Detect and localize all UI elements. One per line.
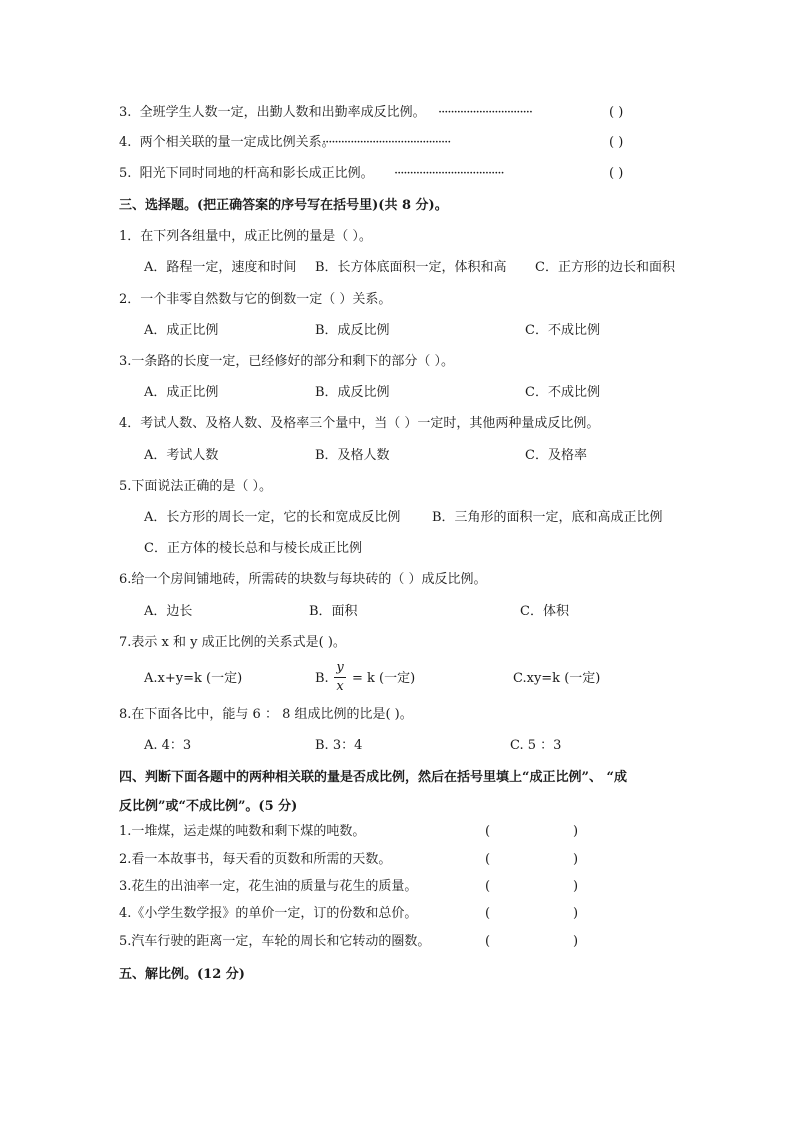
q2-option-a: A．成正比例 bbox=[144, 323, 219, 338]
classify-item-2-paren-right: ) bbox=[573, 852, 579, 867]
q3-stem: 3.一条路的长度一定，已经修好的部分和剩下的部分（ ）。 bbox=[119, 354, 455, 369]
judge-item-4-dots: ········································· bbox=[322, 135, 451, 150]
q1-option-b: B．长方体底面积一定，体积和高 bbox=[315, 260, 507, 275]
judge-item-4-answer: ( ) bbox=[609, 135, 624, 150]
judge-item-5-answer: ( ) bbox=[609, 166, 624, 181]
q7-option-b-prefix: B. bbox=[315, 671, 329, 686]
classify-item-2-paren-left: ( bbox=[485, 852, 491, 867]
judge-item-3-dots: ······························ bbox=[438, 105, 532, 120]
q5-stem: 5.下面说法正确的是（ ）。 bbox=[119, 479, 273, 494]
classify-item-5: 5.汽车行驶的距离一定，车轮的周长和它转动的圈数。 bbox=[119, 934, 431, 949]
classify-item-2: 2.看一本故事书，每天看的页数和所需的天数。 bbox=[119, 852, 392, 867]
judge-item-4: 4. 两个相关联的量一定成比例关系。 bbox=[119, 135, 335, 150]
classify-item-5-paren-left: ( bbox=[485, 934, 491, 949]
q7-fraction-bar bbox=[334, 677, 346, 678]
judge-item-5: 5. 阳光下同时同地的杆高和影长成正比例。 bbox=[119, 166, 374, 181]
q4-option-c: C．及格率 bbox=[525, 448, 587, 463]
q5-option-b: B．三角形的面积一定，底和高成正比例 bbox=[432, 510, 663, 525]
q6-stem: 6.给一个房间铺地砖，所需砖的块数与每块砖的（ ）成反比例。 bbox=[119, 572, 487, 587]
q3-option-a: A．成正比例 bbox=[144, 385, 219, 400]
classify-item-4-paren-left: ( bbox=[485, 906, 491, 921]
classify-item-1: 1.一堆煤，运走煤的吨数和剩下煤的吨数。 bbox=[119, 824, 366, 839]
judge-item-3: 3. 全班学生人数一定，出勤人数和出勤率成反比例。 bbox=[119, 105, 426, 120]
section5-heading: 五、解比例。(12 分) bbox=[119, 967, 245, 982]
q2-option-c: C．不成比例 bbox=[525, 323, 600, 338]
q7-option-b-suffix: = k (一定) bbox=[352, 671, 416, 686]
q7-fraction-denominator: x bbox=[336, 679, 344, 694]
section4-heading-line2: 反比例”或“不成比例”。(5 分) bbox=[119, 799, 298, 814]
q8-option-a: A. 4：3 bbox=[144, 738, 192, 753]
q5-option-c: C．正方体的棱长总和与棱长成正比例 bbox=[144, 541, 362, 556]
q3-option-b: B．成反比例 bbox=[315, 385, 390, 400]
q6-option-b: B．面积 bbox=[309, 604, 358, 619]
classify-item-3-paren-left: ( bbox=[485, 879, 491, 894]
classify-item-1-paren-right: ) bbox=[573, 824, 579, 839]
q6-option-a: A．边长 bbox=[144, 604, 193, 619]
classify-item-4-paren-right: ) bbox=[573, 906, 579, 921]
q8-option-c: C. 5 ：3 bbox=[510, 738, 562, 753]
section3-heading: 三、选择题。(把正确答案的序号写在括号里)(共 8 分)。 bbox=[119, 198, 448, 213]
judge-item-5-dots: ··································· bbox=[394, 166, 504, 181]
q1-option-c: C．正方形的边长和面积 bbox=[535, 260, 675, 275]
q5-option-a: A．长方形的周长一定，它的长和宽成反比例 bbox=[144, 510, 401, 525]
q8-option-b: B. 3：4 bbox=[315, 738, 363, 753]
classify-item-1-paren-left: ( bbox=[485, 824, 491, 839]
q7-fraction-numerator: y bbox=[336, 660, 344, 675]
classify-item-3: 3.花生的出油率一定，花生油的质量与花生的质量。 bbox=[119, 879, 418, 894]
classify-item-4: 4.《小学生数学报》的单价一定，订的份数和总价。 bbox=[119, 906, 418, 921]
q7-stem: 7.表示 x 和 y 成正比例的关系式是( )。 bbox=[119, 635, 346, 650]
judge-item-3-answer: ( ) bbox=[609, 105, 624, 120]
q4-stem: 4．考试人数、及格人数、及格率三个量中，当（ ）一定时，其他两种量成反比例。 bbox=[119, 416, 600, 431]
q8-stem: 8.在下面各比中，能与 6 ： 8 组成比例的比是( )。 bbox=[119, 707, 413, 722]
q2-option-b: B．成反比例 bbox=[315, 323, 390, 338]
classify-item-3-paren-right: ) bbox=[573, 879, 579, 894]
q3-option-c: C．不成比例 bbox=[525, 385, 600, 400]
q1-option-a: A．路程一定，速度和时间 bbox=[144, 260, 297, 275]
q4-option-b: B．及格人数 bbox=[315, 448, 390, 463]
section4-heading-line1: 四、判断下面各题中的两种相关联的量是否成比例，然后在括号里填上“成正比例”、 “成 bbox=[119, 770, 627, 785]
q4-option-a: A．考试人数 bbox=[144, 448, 219, 463]
classify-item-5-paren-right: ) bbox=[573, 934, 579, 949]
q6-option-c: C．体积 bbox=[520, 604, 569, 619]
q2-stem: 2．一个非零自然数与它的倒数一定（ ）关系。 bbox=[119, 292, 392, 307]
q7-option-c: C.xy=k (一定) bbox=[513, 671, 601, 686]
q1-stem: 1．在下列各组量中，成正比例的量是（ ）。 bbox=[119, 229, 372, 244]
q7-option-a: A.x+y=k (一定) bbox=[144, 671, 243, 686]
